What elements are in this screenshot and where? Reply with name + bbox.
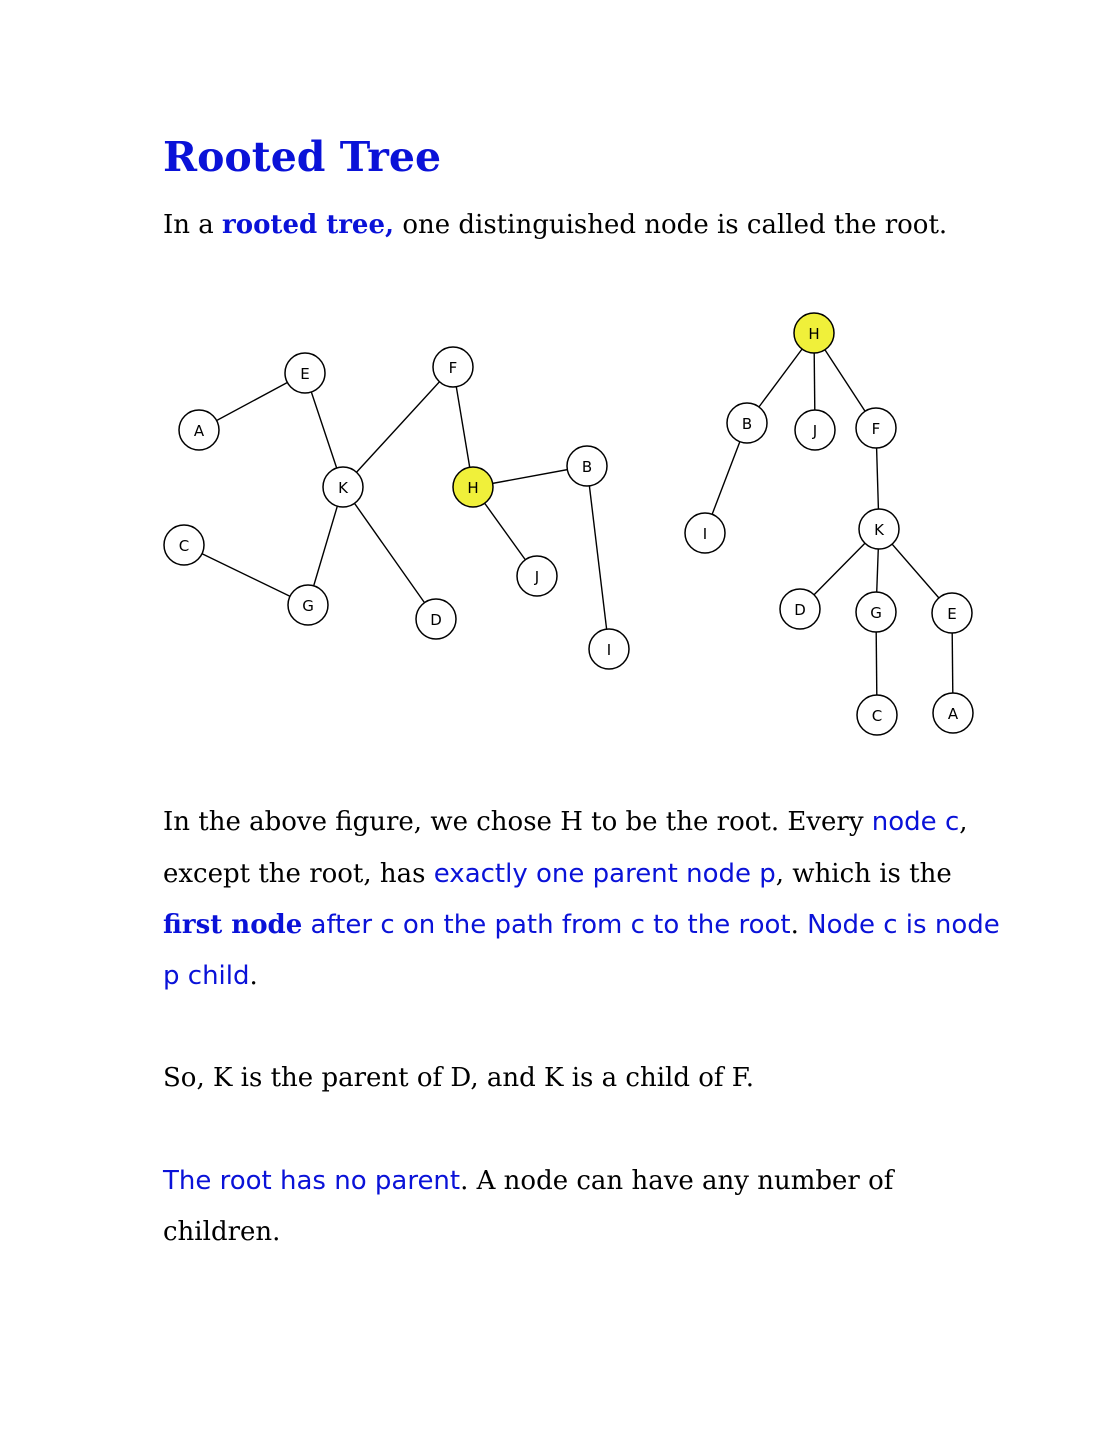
intro-text: In a <box>163 210 223 240</box>
closing-line-2: children. <box>163 1217 281 1247</box>
left-node-g <box>288 585 328 625</box>
text: . <box>790 910 808 940</box>
right-node-f <box>856 408 896 448</box>
left-tree <box>164 347 629 669</box>
text: except the root, has <box>163 859 434 889</box>
text: , <box>959 807 968 837</box>
node-label: E <box>300 365 310 383</box>
node-label: C <box>871 707 883 725</box>
node-label: D <box>430 611 442 629</box>
right-node-e <box>932 593 972 633</box>
left-node-h-root <box>453 467 493 507</box>
left-node-f <box>433 347 473 387</box>
left-node-a <box>179 410 219 450</box>
right-tree-edges <box>702 333 953 715</box>
left-node-i <box>589 629 629 669</box>
left-node-e <box>285 353 325 393</box>
node-label: A <box>947 705 959 723</box>
edge-k-d <box>343 487 436 619</box>
rooted-tree-figure <box>0 300 1113 750</box>
right-node-b <box>727 403 767 443</box>
node-label: H <box>808 325 820 343</box>
explanation-line-1 <box>163 797 968 848</box>
child-term-end: p child <box>163 961 250 991</box>
node-label: C <box>178 537 190 555</box>
left-tree-edges <box>184 367 609 649</box>
first-node-term: first node <box>163 910 303 940</box>
node-label: K <box>338 479 348 497</box>
right-node-a <box>933 693 973 733</box>
text: , which is the <box>775 859 952 889</box>
child-term: Node c is node <box>807 910 1000 940</box>
node-label: F <box>871 420 881 438</box>
right-node-k <box>859 509 899 549</box>
example-paragraph: So, K is the parent of D, and K is a child of F. <box>163 1063 755 1093</box>
intro-paragraph <box>163 200 947 251</box>
node-label: H <box>467 479 479 497</box>
node-label: B <box>581 458 593 476</box>
right-node-d <box>780 589 820 629</box>
text: . <box>249 961 258 991</box>
left-node-c <box>164 525 204 565</box>
node-label: I <box>702 525 708 543</box>
node-label: B <box>741 415 753 433</box>
explanation-line-3 <box>163 900 1000 951</box>
right-node-h-root <box>794 313 834 353</box>
path-term: after c on the path from c to the root <box>302 910 791 940</box>
node-label: G <box>302 597 314 615</box>
closing-line-1 <box>163 1156 893 1207</box>
node-label: F <box>448 359 458 377</box>
left-node-k <box>323 467 363 507</box>
text: In the above figure, we chose H to be the root. Every <box>163 807 872 837</box>
right-node-i <box>685 513 725 553</box>
left-node-d <box>416 599 456 639</box>
node-label: E <box>947 605 957 623</box>
node-label: J <box>534 568 540 586</box>
node-label: A <box>193 422 205 440</box>
explanation-line-2 <box>163 849 952 900</box>
edge-k-f <box>343 367 453 487</box>
right-node-c <box>857 695 897 735</box>
page-title: Rooted Tree <box>163 133 442 181</box>
left-node-j <box>517 556 557 596</box>
no-parent-term: The root has no parent <box>163 1166 461 1196</box>
parent-node-term: exactly one parent node p <box>433 859 776 889</box>
node-label: I <box>606 641 612 659</box>
explanation-line-4 <box>163 951 258 1002</box>
intro-text-rest: one distinguished node is called the root. <box>394 210 948 240</box>
rooted-tree-term: rooted tree, <box>222 210 395 240</box>
text: . A node can have any number of <box>460 1166 894 1196</box>
node-c-term: node c <box>871 807 960 837</box>
node-label: J <box>812 422 818 440</box>
right-tree <box>685 313 973 735</box>
right-node-j <box>795 410 835 450</box>
node-label: G <box>870 604 882 622</box>
right-node-g <box>856 592 896 632</box>
node-label: K <box>874 521 884 539</box>
edge-b-i <box>587 466 609 649</box>
left-node-b <box>567 446 607 486</box>
node-label: D <box>794 601 806 619</box>
